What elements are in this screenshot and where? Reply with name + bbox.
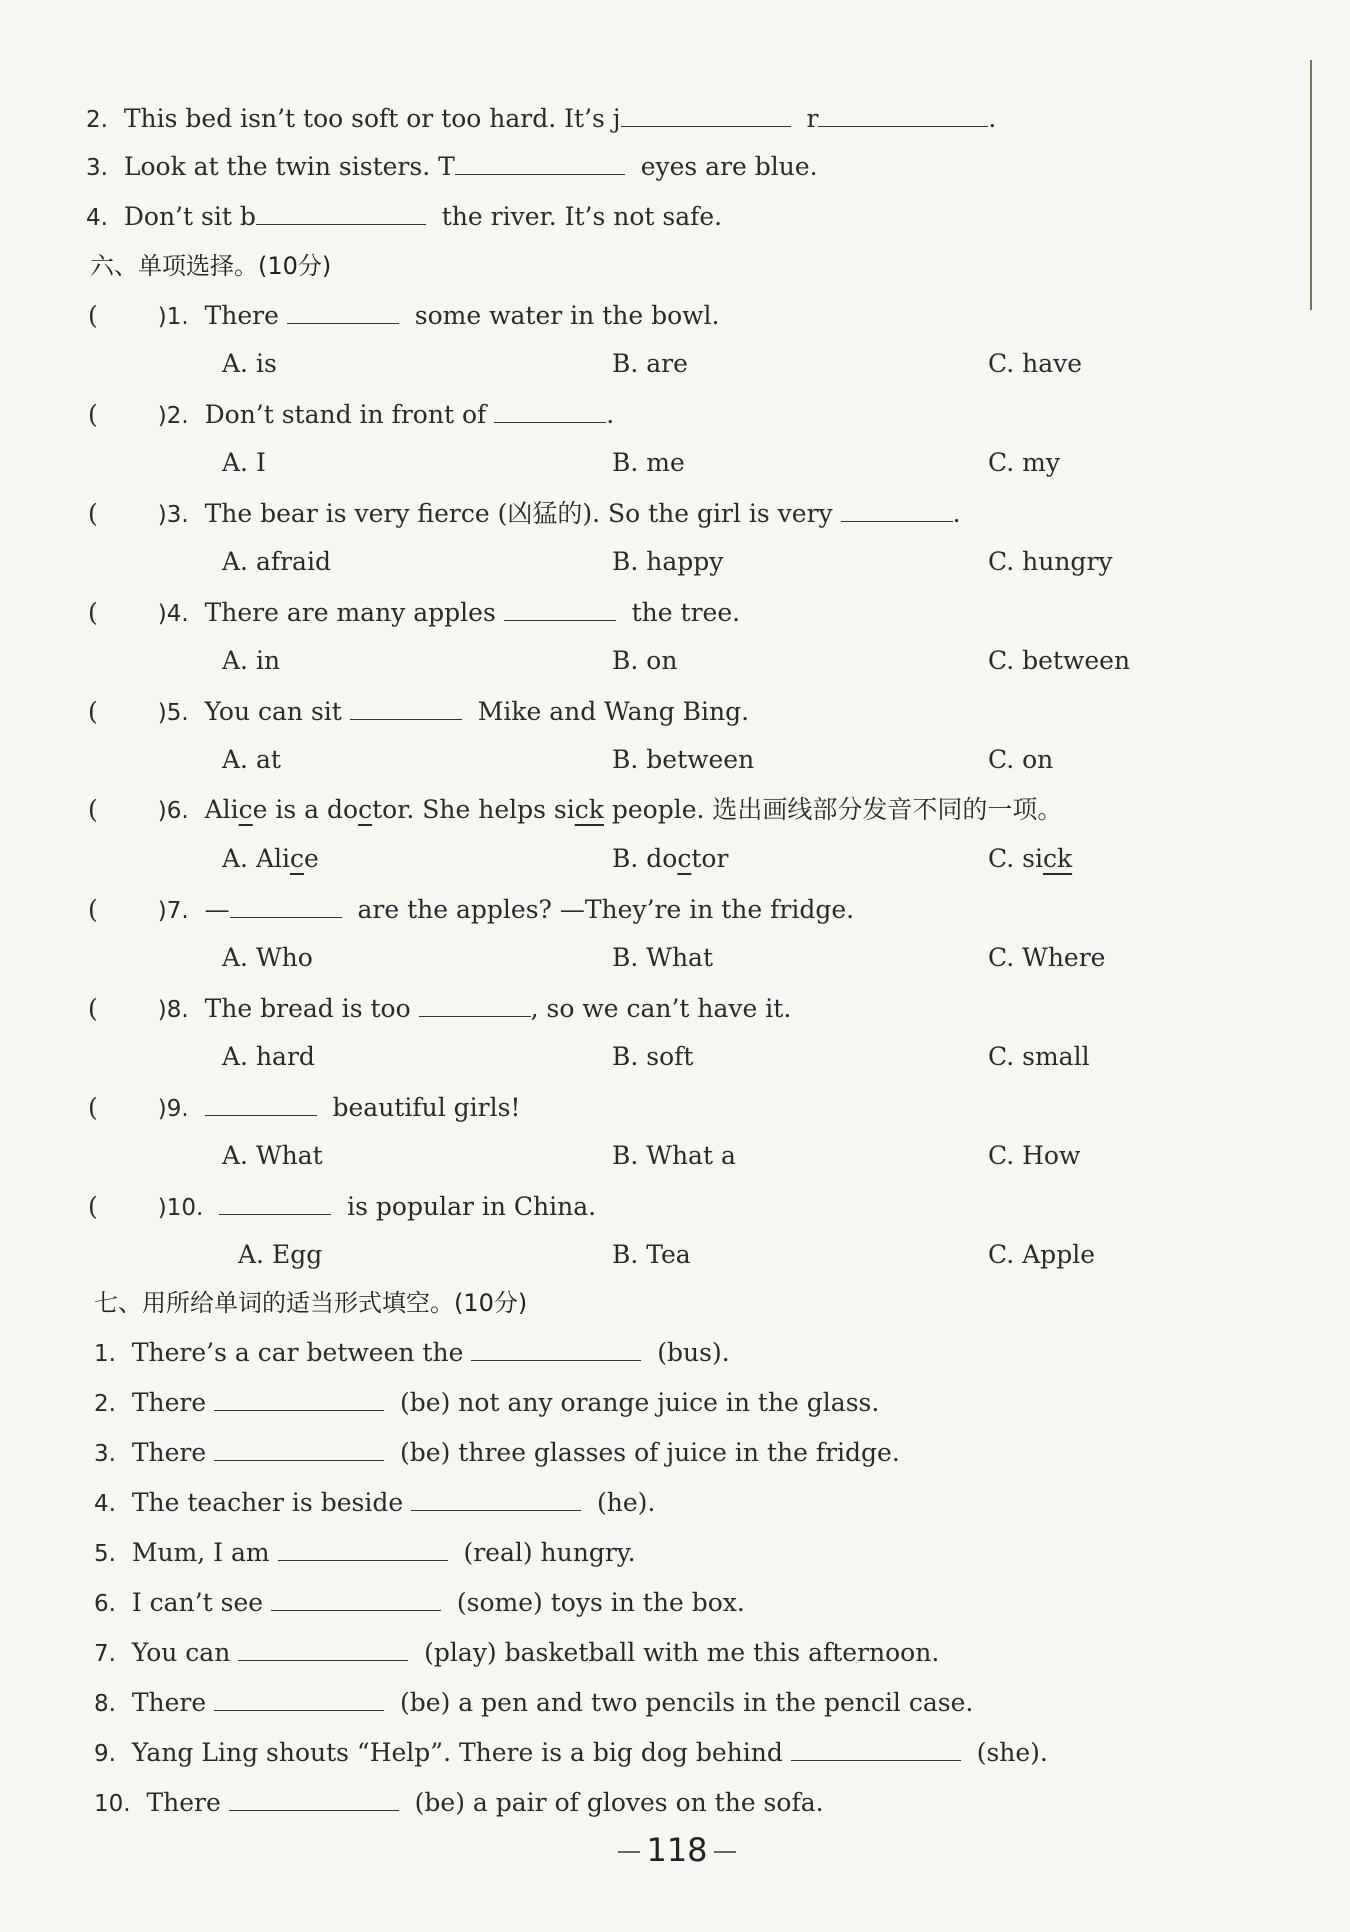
option-text: A. Ali <box>222 844 290 873</box>
answer-blank[interactable] <box>455 148 625 175</box>
answer-blank[interactable] <box>238 1634 408 1661</box>
item-text: . <box>988 104 997 133</box>
option-a[interactable]: A. is <box>222 349 277 378</box>
item-text: Mum, I am <box>131 1538 270 1567</box>
item-number: 1. <box>94 1341 116 1367</box>
question-text: beautiful girls! <box>332 1093 521 1122</box>
answer-paren[interactable]: ( <box>88 895 98 924</box>
item-number: 3. <box>86 155 108 181</box>
question-text: people. 选出画线部分发音不同的一项。 <box>603 795 1063 824</box>
question-number: )2. <box>157 403 189 429</box>
question-text: some water in the bowl. <box>414 301 720 330</box>
answer-blank <box>504 594 616 621</box>
answer-paren[interactable]: ( <box>88 400 98 429</box>
item-number: 4. <box>86 205 108 231</box>
item-text: (be) not any orange juice in the glass. <box>400 1388 880 1417</box>
page-number-text: 118 <box>646 1831 708 1869</box>
answer-paren[interactable]: ( <box>88 301 98 330</box>
question-text: , so we can’t have it. <box>530 994 792 1023</box>
item-text: the river. It’s not safe. <box>441 202 723 231</box>
mc-question-5 <box>88 693 749 731</box>
item-text: There <box>131 1438 207 1467</box>
answer-blank[interactable] <box>256 198 426 225</box>
answer-blank <box>350 693 462 720</box>
item-text: (real) hungry. <box>463 1538 636 1567</box>
question-text: . <box>952 499 961 528</box>
item-text: There <box>131 1388 207 1417</box>
binding-edge <box>1310 60 1340 310</box>
item-text: (be) a pen and two pencils in the pencil case. <box>400 1688 974 1717</box>
option-b[interactable]: B. happy <box>612 547 724 576</box>
option-c[interactable]: C. on <box>988 745 1054 774</box>
s5-item-3 <box>86 148 818 186</box>
question-text: The bear is very fierce (凶猛的). So the girl is very <box>204 499 833 528</box>
underlined-letter: c <box>290 844 305 873</box>
item-text: There <box>131 1688 207 1717</box>
item-number: 2. <box>86 107 108 133</box>
option-b[interactable]: B. Tea <box>612 1240 691 1269</box>
item-text: (bus). <box>657 1338 730 1367</box>
question-number: )9. <box>157 1096 189 1122</box>
option-a[interactable]: A. I <box>222 448 266 477</box>
answer-paren[interactable]: ( <box>88 994 98 1023</box>
option-c[interactable]: C. Where <box>988 943 1106 972</box>
option-c[interactable]: C. hungry <box>988 547 1113 576</box>
fill-item-6 <box>94 1584 745 1622</box>
option-a[interactable] <box>222 841 319 877</box>
question-number: )3. <box>157 502 189 528</box>
fill-item-5 <box>94 1534 636 1572</box>
answer-blank[interactable] <box>229 1784 399 1811</box>
answer-blank[interactable] <box>791 1734 961 1761</box>
item-number: 9. <box>94 1741 116 1767</box>
item-number: 5. <box>94 1541 116 1567</box>
answer-blank[interactable] <box>214 1434 384 1461</box>
underlined-letter: ck <box>1042 844 1073 873</box>
dash-right <box>714 1851 736 1853</box>
item-text: (play) basketball with me this afternoon. <box>424 1638 940 1667</box>
item-text: This bed isn’t too soft or too hard. It’s j <box>123 104 621 133</box>
fill-item-4 <box>94 1484 655 1522</box>
option-text: tor <box>691 844 729 873</box>
question-text: e is a do <box>252 795 359 824</box>
mc-question-3 <box>88 495 961 533</box>
option-c[interactable]: C. Apple <box>988 1240 1095 1269</box>
question-text: are the apples? —They’re in the fridge. <box>357 895 855 924</box>
answer-blank[interactable] <box>818 100 988 127</box>
item-text: (some) toys in the box. <box>456 1588 745 1617</box>
answer-blank[interactable] <box>214 1684 384 1711</box>
item-number: 10. <box>94 1791 131 1817</box>
s5-item-4 <box>86 198 722 236</box>
question-number: )1. <box>157 304 189 330</box>
mc-question-10 <box>88 1188 596 1226</box>
item-text: I can’t see <box>131 1588 264 1617</box>
mc-question-6 <box>88 792 1062 829</box>
underlined-letter: c <box>677 844 692 873</box>
item-text: (be) a pair of gloves on the sofa. <box>414 1788 824 1817</box>
option-text: B. do <box>612 844 678 873</box>
option-a[interactable]: A. Who <box>222 943 313 972</box>
option-c[interactable]: C. small <box>988 1042 1090 1071</box>
fill-item-7 <box>94 1634 939 1672</box>
option-c[interactable]: C. between <box>988 646 1131 675</box>
item-number: 8. <box>94 1691 116 1717</box>
mc-question-2 <box>88 396 614 434</box>
option-b[interactable]: B. me <box>612 448 685 477</box>
item-text: Don’t sit b <box>123 202 256 231</box>
item-text: You can <box>131 1638 231 1667</box>
item-number: 4. <box>94 1491 116 1517</box>
question-number: )10. <box>157 1195 204 1221</box>
answer-blank[interactable] <box>411 1484 581 1511</box>
fill-item-2 <box>94 1384 879 1422</box>
mc-question-1 <box>88 297 719 335</box>
option-c[interactable]: C. How <box>988 1141 1081 1170</box>
question-text: the tree. <box>631 598 741 627</box>
answer-paren[interactable]: ( <box>88 1093 98 1122</box>
option-b[interactable]: B. What <box>612 943 714 972</box>
option-b[interactable]: B. soft <box>612 1042 694 1071</box>
item-number: 2. <box>94 1391 116 1417</box>
question-number: )6. <box>157 798 189 824</box>
section-7-heading: 七、用所给单词的适当形式填空。(10分) <box>94 1289 528 1317</box>
underlined-letter: ck <box>574 795 604 824</box>
question-number: )4. <box>157 601 189 627</box>
mc-question-7 <box>88 891 854 929</box>
answer-blank <box>419 990 531 1017</box>
fill-item-8 <box>94 1684 973 1722</box>
answer-paren[interactable]: ( <box>88 1192 98 1221</box>
option-b[interactable]: B. are <box>612 349 688 378</box>
answer-blank <box>219 1188 331 1215</box>
question-text: Don’t stand in front of <box>204 400 487 429</box>
answer-blank <box>205 1089 317 1116</box>
underlined-letter: c <box>238 795 253 824</box>
answer-paren[interactable]: ( <box>88 697 98 726</box>
option-a[interactable]: A. in <box>222 646 281 675</box>
answer-blank <box>230 891 342 918</box>
s5-item-2 <box>86 100 996 138</box>
answer-paren[interactable]: ( <box>88 499 98 528</box>
answer-blank[interactable] <box>621 100 791 127</box>
option-b[interactable]: B. between <box>612 745 755 774</box>
answer-blank[interactable] <box>214 1384 384 1411</box>
option-b[interactable]: B. What a <box>612 1141 736 1170</box>
question-text: Ali <box>204 795 239 824</box>
mc-question-9 <box>88 1089 520 1127</box>
item-text: (be) three glasses of juice in the fridge. <box>400 1438 900 1467</box>
answer-blank <box>841 495 953 522</box>
answer-blank[interactable] <box>271 1584 441 1611</box>
option-b[interactable]: B. on <box>612 646 678 675</box>
item-text: The teacher is beside <box>131 1488 404 1517</box>
underlined-letter: c <box>358 795 373 824</box>
item-text: There’s a car between the <box>131 1338 464 1367</box>
option-a[interactable]: A. at <box>222 745 281 774</box>
option-a[interactable]: A. afraid <box>222 547 331 576</box>
dash-left <box>618 1851 640 1853</box>
fill-item-3 <box>94 1434 900 1472</box>
item-text: Look at the twin sisters. T <box>123 152 455 181</box>
mc-question-8 <box>88 990 791 1028</box>
option-c[interactable]: C. have <box>988 349 1083 378</box>
item-text: (she). <box>976 1738 1048 1767</box>
item-text: Yang Ling shouts “Help”. There is a big dog behind <box>131 1738 783 1767</box>
question-text: Mike and Wang Bing. <box>477 697 750 726</box>
mc-question-4 <box>88 594 740 632</box>
question-text: — <box>204 895 230 924</box>
answer-paren[interactable]: ( <box>88 795 98 824</box>
question-text: tor. She helps si <box>372 795 575 824</box>
question-number: )5. <box>157 700 189 726</box>
question-text: You can sit <box>204 697 342 726</box>
item-text: r <box>806 104 819 133</box>
question-text: There <box>204 301 279 330</box>
option-a[interactable]: A. hard <box>222 1042 315 1071</box>
fill-item-9 <box>94 1734 1048 1772</box>
question-text: . <box>606 400 615 429</box>
question-text: The bread is too <box>204 994 411 1023</box>
answer-blank <box>494 396 606 423</box>
item-number: 3. <box>94 1441 116 1467</box>
answer-blank[interactable] <box>471 1334 641 1361</box>
question-number: )8. <box>157 997 189 1023</box>
option-a[interactable]: A. What <box>222 1141 323 1170</box>
question-text: is popular in China. <box>347 1192 597 1221</box>
option-text: e <box>304 844 319 873</box>
answer-paren[interactable]: ( <box>88 598 98 627</box>
item-number: 7. <box>94 1641 116 1667</box>
fill-item-10 <box>94 1784 824 1822</box>
option-c[interactable]: C. my <box>988 448 1060 477</box>
option-text: C. si <box>988 844 1043 873</box>
question-number: )7. <box>157 898 189 924</box>
option-a[interactable]: A. Egg <box>238 1240 323 1269</box>
option-c[interactable] <box>988 841 1072 877</box>
section-6-heading: 六、单项选择。(10分) <box>90 252 332 280</box>
item-text: (he). <box>596 1488 656 1517</box>
question-text: There are many apples <box>204 598 496 627</box>
option-b[interactable] <box>612 841 728 877</box>
answer-blank[interactable] <box>278 1534 448 1561</box>
page-number <box>612 1830 742 1870</box>
item-text: There <box>146 1788 221 1817</box>
item-number: 6. <box>94 1591 116 1617</box>
answer-blank <box>287 297 399 324</box>
fill-item-1 <box>94 1334 730 1372</box>
item-text: eyes are blue. <box>640 152 818 181</box>
